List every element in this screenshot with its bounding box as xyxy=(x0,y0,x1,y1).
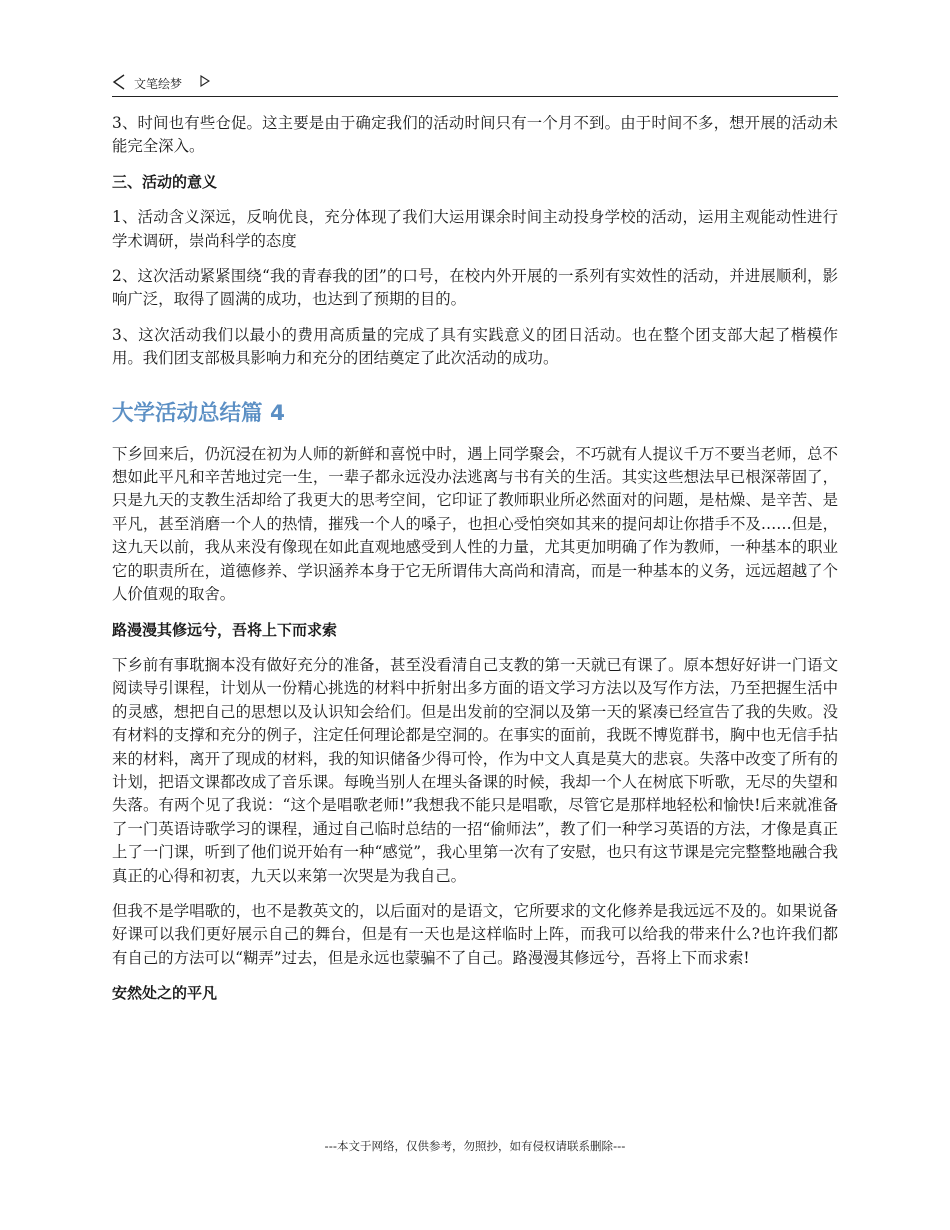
subheading: 安然处之的平凡 xyxy=(112,984,218,1003)
paragraph: 下乡回来后，仍沉浸在初为人师的新鲜和喜悦中时，遇上同学聚会，不巧就有人提议千万不要当老师，总不想如此平凡和辛苦地过完一生，一辈子都永远没办法逃离与书有关的生活。其实这些想法早已根深蒂固了，只是九天的支教生活却给了我更大的思考空间，它印证了教师职业所必然面对的问题，是枯燥、是辛苦、是平凡，甚至消磨一个人的热情，摧残一个人的嗓子，也担心受怕突如其来的提问却让你措手不及……但是，这九天以前，我从来没有像现在如此直观地感受到人性的力量，尤其更加明确了作为教师，一种基本的职业它的职责所在，道德修养、学识涵养本身于它无所谓伟大高尚和清高，而是一种基本的义务，远远超越了个人价值观的取舍。 xyxy=(112,444,838,604)
subheading: 路漫漫其修远兮，吾将上下而求索 xyxy=(112,620,338,639)
paragraph: 但我不是学唱歌的，也不是教英文的，以后面对的是语文，它所要求的文化修养是我远远不及的。如果说备好课可以我们更好展示自己的舞台，但是有一天也是这样临时上阵，而我可以给我的带来什么?也许我们都有自己的方法可以“糊弄”过去，但是永远也蒙骗不了自己。路漫漫其修远兮，吾将上下而求索! xyxy=(112,901,838,967)
paragraph: 3、这次活动我们以最小的费用高质量的完成了具有实践意义的团日活动。也在整个团支部大起了楷模作用。我们团支部极具影响力和充分的团结奠定了此次活动的成功。 xyxy=(112,325,838,368)
article-title: 大学活动总结篇 4 xyxy=(112,400,285,426)
paragraph: 2、这次活动紧紧围绕“我的青春我的团”的口号，在校内外开展的一系列有实效性的活动，并进展顺利，影响广泛，取得了圆满的成功，也达到了预期的目的。 xyxy=(112,267,838,309)
triangle-left-icon xyxy=(112,74,126,90)
document-body xyxy=(112,112,838,1018)
paragraph: 3、时间也有些仓促。这主要是由于确定我们的活动时间只有一个月不到。由于时间不多，想开展的活动未能完全深入。 xyxy=(112,114,838,156)
page-header xyxy=(112,70,838,97)
paragraph: 下乡前有事耽搁本没有做好充分的准备，甚至没看清自己支教的第一天就已有课了。原本想好好讲一门语文阅读导引课程，计划从一份精心挑选的材料中折射出多方面的语文学习方法以及写作方法，乃至把握生活中的灵感，想把自己的思想以及认识知会给们。但是出发前的空洞以及第一天的紧凑已经宣告了我的失败。没有材料的支撑和充分的例子，注定任何理论都是空洞的。在事实的面前，我既不博览群书，胸中也无信手拈来的材料，离开了现成的材料，我的知识储备少得可怜，作为中文人真是莫大的悲哀。失落中改变了所有的计划，把语文课都改成了音乐课。每晚当别人在埋头备课的时候，我却一个人在树底下听歌，无尽的失望和失落。有两个见了我说：“这个是唱歌老师!”我想我不能只是唱歌，尽管它是那样地轻松和愉快!后来就准备了一门英语诗歌学习的课程，通过自己临时总结的一招“偷师法”，教了们一种学习英语的方法，才像是真正上了一门课，听到了他们说开始有一种“感觉”，我心里第一次有了安慰，也只有这节课是完完整整地融合我真正的心得和初衷，九天以来第一次哭是为我自己。 xyxy=(112,655,838,885)
header-title: 文笔绘梦 xyxy=(134,77,183,91)
triangle-right-icon xyxy=(200,75,210,87)
section-heading: 三、活动的意义 xyxy=(112,172,218,191)
page-footer: ---本文于网络，仅供参考，勿照抄，如有侵权请联系删除--- xyxy=(324,1139,626,1153)
paragraph: 1、活动含义深远，反响优良，充分体现了我们大运用课余时间主动投身学校的活动，运用主观能动性进行学术调研，崇尚科学的态度 xyxy=(112,208,838,250)
